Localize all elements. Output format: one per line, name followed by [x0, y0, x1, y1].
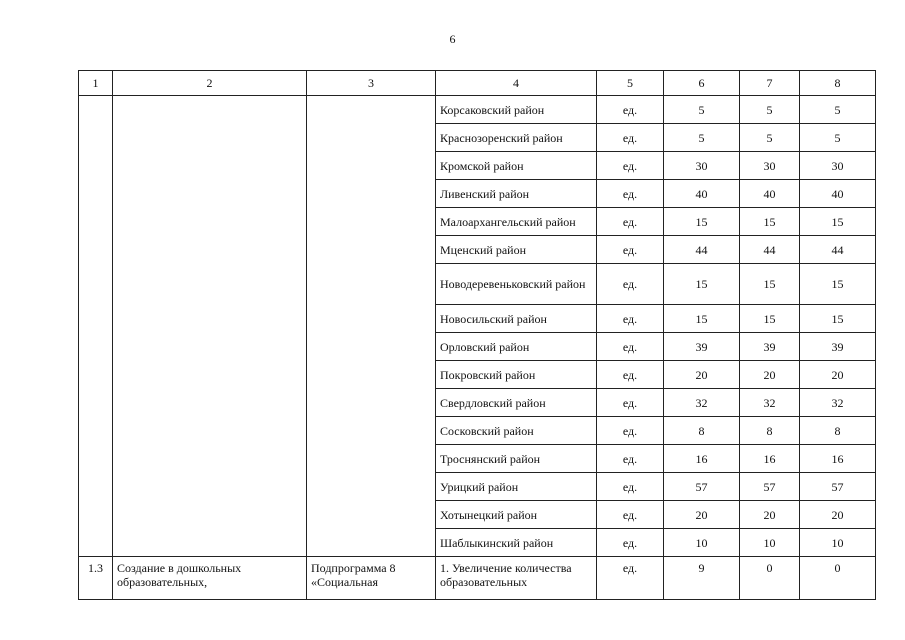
district-cell: Ливенский район: [436, 180, 597, 208]
unit-cell: ед.: [597, 236, 664, 264]
value-cell-6: 5: [664, 96, 740, 124]
value-cell-8: 57: [800, 473, 876, 501]
value-cell-6: 15: [664, 264, 740, 305]
table-header-row: [79, 71, 876, 96]
unit-cell: ед.: [597, 529, 664, 557]
value-cell-8: 16: [800, 445, 876, 473]
value-cell-7: 40: [740, 180, 800, 208]
value-cell-8: 40: [800, 180, 876, 208]
table-row-1-3: [79, 557, 876, 600]
value-cell-6: 30: [664, 152, 740, 180]
value-cell-6: 20: [664, 501, 740, 529]
value-cell-6: 40: [664, 180, 740, 208]
header-cell: 3: [307, 71, 436, 96]
header-cell: 8: [800, 71, 876, 96]
value-cell-6: 32: [664, 389, 740, 417]
value-cell-6: 15: [664, 208, 740, 236]
table-row: [79, 96, 876, 124]
district-cell: Корсаковский район: [436, 96, 597, 124]
unit-cell: ед.: [597, 305, 664, 333]
value-cell-6: 8: [664, 417, 740, 445]
unit-cell: ед.: [597, 389, 664, 417]
measure-description-cell: Создание в дошкольных образовательных,: [113, 557, 307, 600]
value-cell-8: 20: [800, 501, 876, 529]
value-cell-7: 39: [740, 333, 800, 361]
district-cell: Орловский район: [436, 333, 597, 361]
unit-cell: ед.: [597, 473, 664, 501]
unit-cell: ед.: [597, 361, 664, 389]
value-cell-7: 0: [740, 557, 800, 600]
value-cell-6: 15: [664, 305, 740, 333]
indicator-cell: 1. Увеличение количества образовательных: [436, 557, 597, 600]
value-cell-8: 5: [800, 124, 876, 152]
unit-cell: ед.: [597, 124, 664, 152]
value-cell-6: 10: [664, 529, 740, 557]
value-cell-7: 32: [740, 389, 800, 417]
value-cell-8: 0: [800, 557, 876, 600]
header-cell: 2: [113, 71, 307, 96]
unit-cell: ед.: [597, 557, 664, 600]
value-cell-7: 57: [740, 473, 800, 501]
unit-cell: ед.: [597, 333, 664, 361]
district-cell: Шаблыкинский район: [436, 529, 597, 557]
value-cell-8: 39: [800, 333, 876, 361]
unit-cell: ед.: [597, 417, 664, 445]
value-cell-8: 15: [800, 264, 876, 305]
unit-cell: ед.: [597, 152, 664, 180]
district-cell: Троснянский район: [436, 445, 597, 473]
value-cell-8: 32: [800, 389, 876, 417]
merged-empty-cell-num: [79, 96, 113, 557]
value-cell-8: 20: [800, 361, 876, 389]
value-cell-6: 20: [664, 361, 740, 389]
unit-cell: ед.: [597, 180, 664, 208]
unit-cell: ед.: [597, 445, 664, 473]
value-cell-7: 15: [740, 305, 800, 333]
unit-cell: ед.: [597, 96, 664, 124]
merged-empty-cell-col3: [307, 96, 436, 557]
value-cell-6: 44: [664, 236, 740, 264]
district-cell: Новодеревеньковский район: [436, 264, 597, 305]
value-cell-7: 20: [740, 361, 800, 389]
value-cell-8: 10: [800, 529, 876, 557]
district-cell: Мценский район: [436, 236, 597, 264]
header-cell: 4: [436, 71, 597, 96]
value-cell-8: 15: [800, 208, 876, 236]
value-cell-7: 8: [740, 417, 800, 445]
district-cell: Урицкий район: [436, 473, 597, 501]
district-cell: Малоархангельский район: [436, 208, 597, 236]
value-cell-8: 15: [800, 305, 876, 333]
district-cell: Кромской район: [436, 152, 597, 180]
header-cell: 1: [79, 71, 113, 96]
district-cell: Новосильский район: [436, 305, 597, 333]
merged-empty-cell-col2: [113, 96, 307, 557]
value-cell-7: 5: [740, 96, 800, 124]
value-cell-7: 15: [740, 264, 800, 305]
unit-cell: ед.: [597, 264, 664, 305]
unit-cell: ед.: [597, 208, 664, 236]
value-cell-7: 5: [740, 124, 800, 152]
value-cell-7: 30: [740, 152, 800, 180]
header-cell: 6: [664, 71, 740, 96]
value-cell-8: 8: [800, 417, 876, 445]
district-cell: Покровский район: [436, 361, 597, 389]
value-cell-6: 57: [664, 473, 740, 501]
value-cell-8: 44: [800, 236, 876, 264]
value-cell-6: 5: [664, 124, 740, 152]
value-cell-6: 16: [664, 445, 740, 473]
value-cell-7: 44: [740, 236, 800, 264]
district-cell: Свердловский район: [436, 389, 597, 417]
value-cell-7: 16: [740, 445, 800, 473]
header-cell: 7: [740, 71, 800, 96]
value-cell-8: 5: [800, 96, 876, 124]
value-cell-6: 9: [664, 557, 740, 600]
value-cell-8: 30: [800, 152, 876, 180]
subprogram-cell: Подпрограмма 8 «Социальная: [307, 557, 436, 600]
unit-cell: ед.: [597, 501, 664, 529]
value-cell-7: 20: [740, 501, 800, 529]
value-cell-6: 39: [664, 333, 740, 361]
value-cell-7: 10: [740, 529, 800, 557]
district-cell: Хотынецкий район: [436, 501, 597, 529]
item-number-cell: 1.3: [79, 557, 113, 600]
document-table: [78, 70, 876, 600]
value-cell-7: 15: [740, 208, 800, 236]
header-cell: 5: [597, 71, 664, 96]
district-cell: Краснозоренский район: [436, 124, 597, 152]
district-cell: Сосковский район: [436, 417, 597, 445]
page-number: 6: [449, 32, 456, 46]
